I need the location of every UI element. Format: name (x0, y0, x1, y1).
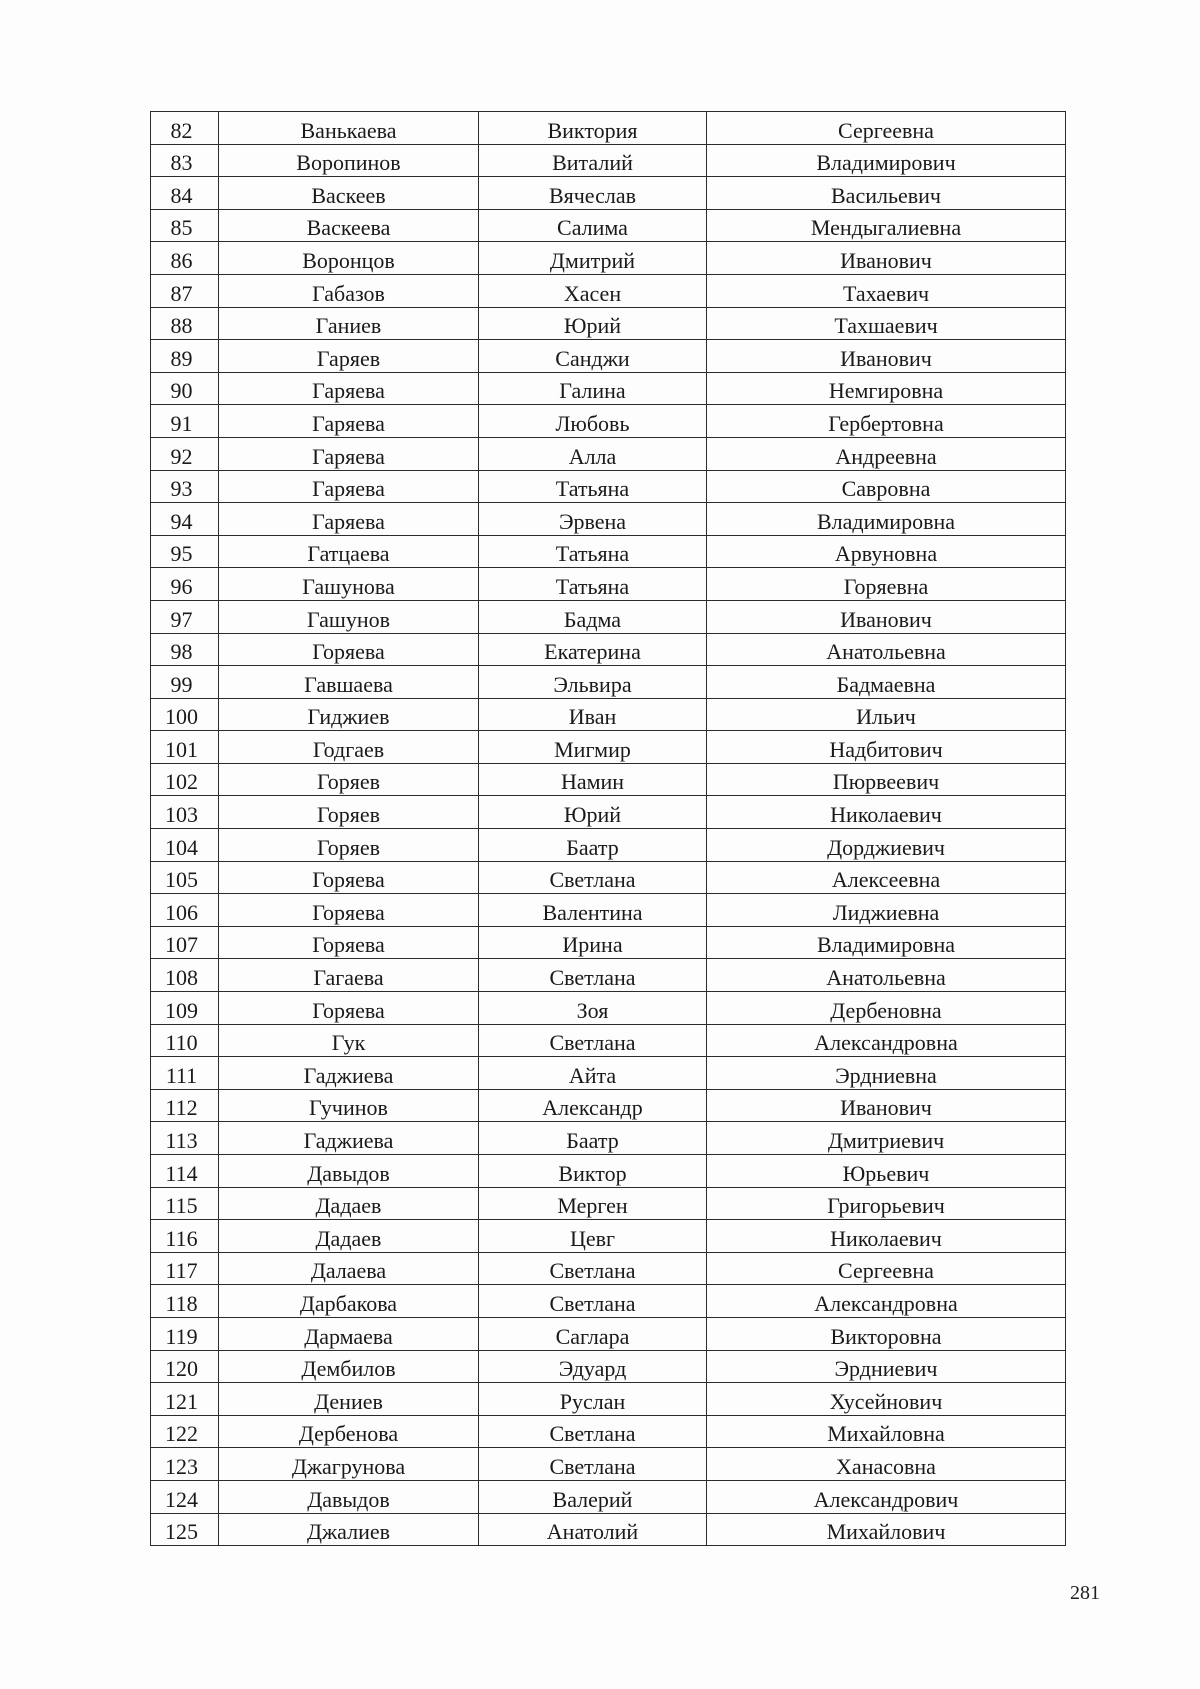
first-name-cell: Эльвира (479, 666, 707, 699)
surname-cell: Давыдов (219, 1480, 479, 1513)
first-name-cell: Александр (479, 1089, 707, 1122)
surname-cell: Горяева (219, 926, 479, 959)
surname-cell: Гучинов (219, 1089, 479, 1122)
surname-cell: Васкеева (219, 209, 479, 242)
row-number: 108 (151, 959, 219, 992)
patronymic-cell: Савровна (707, 470, 1066, 503)
row-number: 105 (151, 861, 219, 894)
table-row (151, 633, 1066, 666)
surname-cell: Дениев (219, 1383, 479, 1416)
patronymic-cell: Анатольевна (707, 959, 1066, 992)
surname-cell: Горяев (219, 796, 479, 829)
table-row (151, 1252, 1066, 1285)
row-number: 89 (151, 340, 219, 373)
first-name-cell: Дмитрий (479, 242, 707, 275)
first-name-cell: Виктория (479, 112, 707, 145)
first-name-cell: Татьяна (479, 568, 707, 601)
patronymic-cell: Горяевна (707, 568, 1066, 601)
first-name-cell: Любовь (479, 405, 707, 438)
first-name-cell: Светлана (479, 959, 707, 992)
table-row (151, 1415, 1066, 1448)
surname-cell: Дадаев (219, 1187, 479, 1220)
surname-cell: Дембилов (219, 1350, 479, 1383)
table-row (151, 698, 1066, 731)
row-number: 88 (151, 307, 219, 340)
surname-cell: Годгаев (219, 731, 479, 764)
table-row (151, 307, 1066, 340)
first-name-cell: Светлана (479, 1448, 707, 1481)
row-number: 118 (151, 1285, 219, 1318)
first-name-cell: Цевг (479, 1220, 707, 1253)
surname-cell: Горяева (219, 861, 479, 894)
patronymic-cell: Владимировна (707, 926, 1066, 959)
first-name-cell: Валерий (479, 1480, 707, 1513)
patronymic-cell: Иванович (707, 600, 1066, 633)
table-row (151, 372, 1066, 405)
table-row (151, 1187, 1066, 1220)
surname-cell: Гаджиева (219, 1122, 479, 1155)
patronymic-cell: Дорджиевич (707, 829, 1066, 862)
table-row (151, 274, 1066, 307)
table-row (151, 1285, 1066, 1318)
first-name-cell: Баатр (479, 829, 707, 862)
row-number: 86 (151, 242, 219, 275)
table-row (151, 1317, 1066, 1350)
patronymic-cell: Сергеевна (707, 112, 1066, 145)
surname-cell: Дарбакова (219, 1285, 479, 1318)
table-row (151, 861, 1066, 894)
patronymic-cell: Анатольевна (707, 633, 1066, 666)
row-number: 91 (151, 405, 219, 438)
surname-cell: Горяев (219, 829, 479, 862)
patronymic-cell: Николаевич (707, 1220, 1066, 1253)
first-name-cell: Баатр (479, 1122, 707, 1155)
patronymic-cell: Васильевич (707, 177, 1066, 210)
first-name-cell: Светлана (479, 861, 707, 894)
surname-cell: Ганиев (219, 307, 479, 340)
first-name-cell: Саглара (479, 1317, 707, 1350)
surname-cell: Горяев (219, 763, 479, 796)
patronymic-cell: Эрдниевна (707, 1057, 1066, 1090)
surname-cell: Гук (219, 1024, 479, 1057)
table-row (151, 731, 1066, 764)
row-number: 117 (151, 1252, 219, 1285)
first-name-cell: Екатерина (479, 633, 707, 666)
patronymic-cell: Мендыгалиевна (707, 209, 1066, 242)
surname-cell: Гаряева (219, 405, 479, 438)
first-name-cell: Айта (479, 1057, 707, 1090)
row-number: 83 (151, 144, 219, 177)
first-name-cell: Татьяна (479, 470, 707, 503)
surname-cell: Гаряева (219, 437, 479, 470)
table-row (151, 1448, 1066, 1481)
table-row (151, 144, 1066, 177)
row-number: 106 (151, 894, 219, 927)
surname-cell: Горяева (219, 894, 479, 927)
row-number: 90 (151, 372, 219, 405)
table-row (151, 894, 1066, 927)
first-name-cell: Ирина (479, 926, 707, 959)
surname-cell: Гагаева (219, 959, 479, 992)
first-name-cell: Алла (479, 437, 707, 470)
patronymic-cell: Хусейнович (707, 1383, 1066, 1416)
first-name-cell: Анатолий (479, 1513, 707, 1546)
surname-cell: Далаева (219, 1252, 479, 1285)
first-name-cell: Иван (479, 698, 707, 731)
table-row (151, 177, 1066, 210)
first-name-cell: Юрий (479, 307, 707, 340)
table-row (151, 470, 1066, 503)
first-name-cell: Салима (479, 209, 707, 242)
row-number: 121 (151, 1383, 219, 1416)
row-number: 97 (151, 600, 219, 633)
first-name-cell: Руслан (479, 1383, 707, 1416)
row-number: 112 (151, 1089, 219, 1122)
surname-cell: Горяева (219, 992, 479, 1025)
table-row (151, 340, 1066, 373)
table-row (151, 763, 1066, 796)
table-row (151, 600, 1066, 633)
first-name-cell: Светлана (479, 1024, 707, 1057)
row-number: 100 (151, 698, 219, 731)
row-number: 109 (151, 992, 219, 1025)
surname-cell: Дадаев (219, 1220, 479, 1253)
table-row (151, 1513, 1066, 1546)
first-name-cell: Светлана (479, 1285, 707, 1318)
surname-cell: Гаряева (219, 470, 479, 503)
table-row (151, 1480, 1066, 1513)
row-number: 120 (151, 1350, 219, 1383)
first-name-cell: Зоя (479, 992, 707, 1025)
table-row (151, 959, 1066, 992)
row-number: 85 (151, 209, 219, 242)
patronymic-cell: Александровна (707, 1285, 1066, 1318)
table-row (151, 209, 1066, 242)
patronymic-cell: Иванович (707, 340, 1066, 373)
table-row (151, 1024, 1066, 1057)
row-number: 103 (151, 796, 219, 829)
patronymic-cell: Григорьевич (707, 1187, 1066, 1220)
row-number: 101 (151, 731, 219, 764)
row-number: 87 (151, 274, 219, 307)
patronymic-cell: Дмитриевич (707, 1122, 1066, 1155)
surname-cell: Гаряева (219, 372, 479, 405)
row-number: 102 (151, 763, 219, 796)
first-name-cell: Виктор (479, 1155, 707, 1188)
patronymic-cell: Тахшаевич (707, 307, 1066, 340)
row-number: 114 (151, 1155, 219, 1188)
row-number: 119 (151, 1317, 219, 1350)
row-number: 124 (151, 1480, 219, 1513)
surname-cell: Дербенова (219, 1415, 479, 1448)
patronymic-cell: Александровна (707, 1024, 1066, 1057)
table-row (151, 568, 1066, 601)
row-number: 116 (151, 1220, 219, 1253)
surname-cell: Гаджиева (219, 1057, 479, 1090)
patronymic-cell: Немгировна (707, 372, 1066, 405)
table-row (151, 796, 1066, 829)
surname-cell: Гатцаева (219, 535, 479, 568)
table-row (151, 926, 1066, 959)
patronymic-cell: Эрдниевич (707, 1350, 1066, 1383)
patronymic-cell: Михайловна (707, 1415, 1066, 1448)
surname-cell: Васкеев (219, 177, 479, 210)
roster-table (150, 111, 1066, 1546)
surname-cell: Дармаева (219, 1317, 479, 1350)
surname-cell: Гаряева (219, 503, 479, 536)
first-name-cell: Виталий (479, 144, 707, 177)
patronymic-cell: Иванович (707, 1089, 1066, 1122)
table-row (151, 437, 1066, 470)
table-row (151, 1220, 1066, 1253)
patronymic-cell: Викторовна (707, 1317, 1066, 1350)
row-number: 123 (151, 1448, 219, 1481)
table-row (151, 992, 1066, 1025)
surname-cell: Воронцов (219, 242, 479, 275)
patronymic-cell: Алексеевна (707, 861, 1066, 894)
table-row (151, 503, 1066, 536)
patronymic-cell: Тахаевич (707, 274, 1066, 307)
first-name-cell: Эдуард (479, 1350, 707, 1383)
first-name-cell: Татьяна (479, 535, 707, 568)
first-name-cell: Светлана (479, 1252, 707, 1285)
first-name-cell: Вячеслав (479, 177, 707, 210)
row-number: 115 (151, 1187, 219, 1220)
row-number: 125 (151, 1513, 219, 1546)
patronymic-cell: Лиджиевна (707, 894, 1066, 927)
patronymic-cell: Михайлович (707, 1513, 1066, 1546)
row-number: 99 (151, 666, 219, 699)
surname-cell: Гиджиев (219, 698, 479, 731)
patronymic-cell: Бадмаевна (707, 666, 1066, 699)
patronymic-cell: Пюрвеевич (707, 763, 1066, 796)
surname-cell: Гавшаева (219, 666, 479, 699)
first-name-cell: Санджи (479, 340, 707, 373)
row-number: 122 (151, 1415, 219, 1448)
row-number: 110 (151, 1024, 219, 1057)
patronymic-cell: Николаевич (707, 796, 1066, 829)
patronymic-cell: Александрович (707, 1480, 1066, 1513)
table-row (151, 1383, 1066, 1416)
surname-cell: Горяева (219, 633, 479, 666)
row-number: 96 (151, 568, 219, 601)
first-name-cell: Юрий (479, 796, 707, 829)
row-number: 94 (151, 503, 219, 536)
first-name-cell: Хасен (479, 274, 707, 307)
row-number: 107 (151, 926, 219, 959)
patronymic-cell: Надбитович (707, 731, 1066, 764)
roster-table-body (151, 112, 1066, 1546)
surname-cell: Гаряев (219, 340, 479, 373)
patronymic-cell: Ханасовна (707, 1448, 1066, 1481)
row-number: 113 (151, 1122, 219, 1155)
patronymic-cell: Юрьевич (707, 1155, 1066, 1188)
table-row (151, 1089, 1066, 1122)
row-number: 98 (151, 633, 219, 666)
patronymic-cell: Гербертовна (707, 405, 1066, 438)
patronymic-cell: Андреевна (707, 437, 1066, 470)
surname-cell: Джалиев (219, 1513, 479, 1546)
table-row (151, 242, 1066, 275)
surname-cell: Давыдов (219, 1155, 479, 1188)
first-name-cell: Валентина (479, 894, 707, 927)
row-number: 93 (151, 470, 219, 503)
patronymic-cell: Ильич (707, 698, 1066, 731)
patronymic-cell: Владимирович (707, 144, 1066, 177)
surname-cell: Гашунова (219, 568, 479, 601)
row-number: 111 (151, 1057, 219, 1090)
surname-cell: Гашунов (219, 600, 479, 633)
surname-cell: Воропинов (219, 144, 479, 177)
patronymic-cell: Иванович (707, 242, 1066, 275)
patronymic-cell: Арвуновна (707, 535, 1066, 568)
first-name-cell: Галина (479, 372, 707, 405)
patronymic-cell: Дербеновна (707, 992, 1066, 1025)
row-number: 84 (151, 177, 219, 210)
table-row (151, 1057, 1066, 1090)
row-number: 95 (151, 535, 219, 568)
first-name-cell: Мигмир (479, 731, 707, 764)
table-row (151, 1350, 1066, 1383)
table-row (151, 535, 1066, 568)
table-row (151, 1155, 1066, 1188)
patronymic-cell: Сергеевна (707, 1252, 1066, 1285)
table-row (151, 112, 1066, 145)
row-number: 82 (151, 112, 219, 145)
first-name-cell: Эрвена (479, 503, 707, 536)
first-name-cell: Намин (479, 763, 707, 796)
patronymic-cell: Владимировна (707, 503, 1066, 536)
first-name-cell: Светлана (479, 1415, 707, 1448)
page-number: 281 (1070, 1582, 1100, 1604)
surname-cell: Ванькаева (219, 112, 479, 145)
first-name-cell: Мерген (479, 1187, 707, 1220)
table-row (151, 405, 1066, 438)
table-row (151, 829, 1066, 862)
surname-cell: Джагрунова (219, 1448, 479, 1481)
first-name-cell: Бадма (479, 600, 707, 633)
table-row (151, 1122, 1066, 1155)
row-number: 92 (151, 437, 219, 470)
surname-cell: Габазов (219, 274, 479, 307)
row-number: 104 (151, 829, 219, 862)
table-row (151, 666, 1066, 699)
